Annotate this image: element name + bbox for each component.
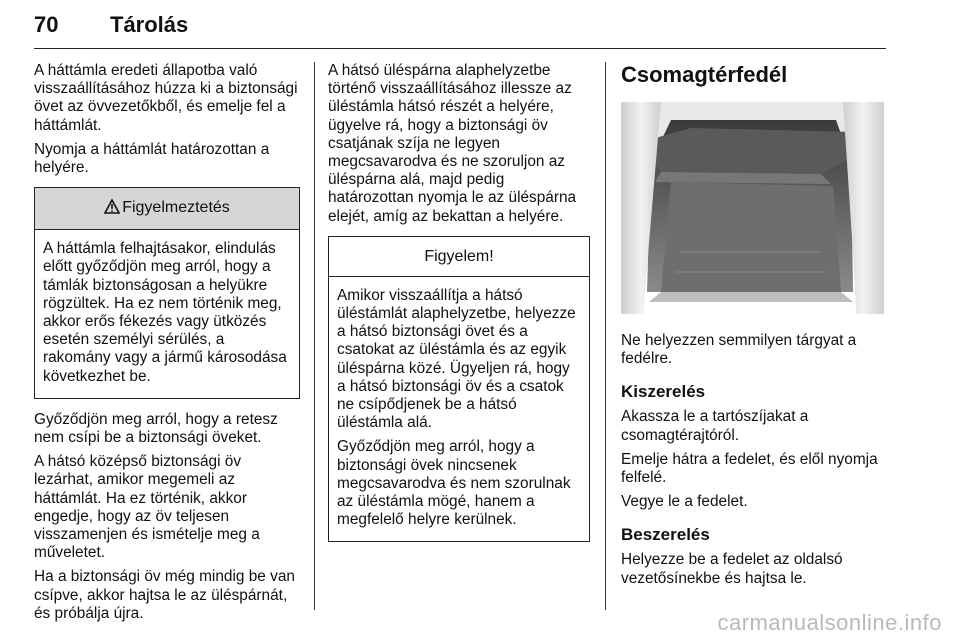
column-divider	[314, 62, 315, 610]
subheading-removal: Kiszerelés	[621, 382, 706, 402]
notice-box	[328, 236, 590, 543]
watermark: carmanualsonline.info	[717, 610, 942, 635]
warning-title: Figyelmeztetés	[122, 199, 230, 217]
column-3	[621, 62, 886, 594]
paragraph: Vegye le a fedelet.	[621, 493, 748, 511]
warning-text: A háttámla felhajtásakor, elindulás előtt győződjön meg arról, hogy a támlák biztonságosan a helyükre rögzültek. Ha ez nem történik meg, akkor erős fékezés vagy ütközés esetén személyi sérülés, a rakomány vagy a jármű károsodása következhet be.	[43, 240, 287, 385]
paragraph: Nyomja a háttámlát határozottan a helyére.	[34, 140, 270, 177]
notice-title: Figyelem!	[329, 237, 589, 277]
notice-text: Amikor visszaállítja a hátsó üléstámlát alaphelyzetbe, helyezze a hátsó biztonsági övet és a csatokat az üléstámla és az egyik üléspárna közé. Ügyeljen rá, hogy a hátsó biztonsági öv és a csatok ne csípődjenek be a hátsó üléstámla alá.	[337, 286, 576, 432]
paragraph: A hátsó középső biztonsági öv lezárhat, amikor megemeli az háttámlát. Ha ez történik, akkor engedje, hogy az öv teljesen visszamenjen és ismételje meg a műveletet.	[34, 453, 260, 562]
notice-text: Győződjön meg arról, hogy a biztonsági övek nincsenek megcsavarodva és nem szorulnak az üléstámla mögé, hanem a megfelelő helyre kerülnek.	[337, 438, 571, 529]
cargo-cover-photo	[621, 102, 884, 314]
paragraph: A háttámla eredeti állapotba való visszaállításához húzza ki a biztonsági övet az övvezetőkből, és emelje fel a háttámlát.	[34, 62, 298, 134]
paragraph: Győződjön meg arról, hogy a retesz nem csípi be a biztonsági öveket.	[34, 410, 278, 447]
warning-box	[34, 187, 300, 399]
warning-triangle-icon	[104, 199, 120, 219]
subheading-installation: Beszerelés	[621, 525, 710, 545]
paragraph: Akassza le a tartószíjakat a csomagtérajtóról.	[621, 408, 809, 444]
paragraph: A hátsó üléspárna alaphelyzetbe történő visszaállításához illessze az üléstámla hátsó részét a helyére, ügyelve rá, hogy a biztonsági öv csatjának szíja ne legyen megcsavarodva és ne szoruljon az üléspárna alá, majd pedig határozottan nyomja le az üléspárna elejét, amíg az bekattan a helyére.	[328, 62, 577, 225]
column-divider	[605, 62, 606, 610]
paragraph: Ne helyezzen semmilyen tárgyat a fedélre.	[621, 332, 857, 368]
column-1	[34, 62, 300, 629]
warning-header	[35, 188, 299, 230]
paragraph: Helyezze be a fedelet az oldalsó vezetősínekbe és hajtsa le.	[621, 551, 843, 587]
chapter-title: Tárolás	[110, 12, 189, 37]
paragraph: Emelje hátra a fedelet, és elől nyomja felfelé.	[621, 450, 878, 487]
page-number: 70	[34, 12, 59, 37]
section-title: Csomagtérfedél	[621, 62, 788, 87]
paragraph: Ha a biztonsági öv még mindig be van csípve, akkor hajtsa le az üléspárnát, és próbálja újra.	[34, 568, 295, 622]
column-2	[328, 62, 590, 554]
page-header	[34, 4, 886, 49]
